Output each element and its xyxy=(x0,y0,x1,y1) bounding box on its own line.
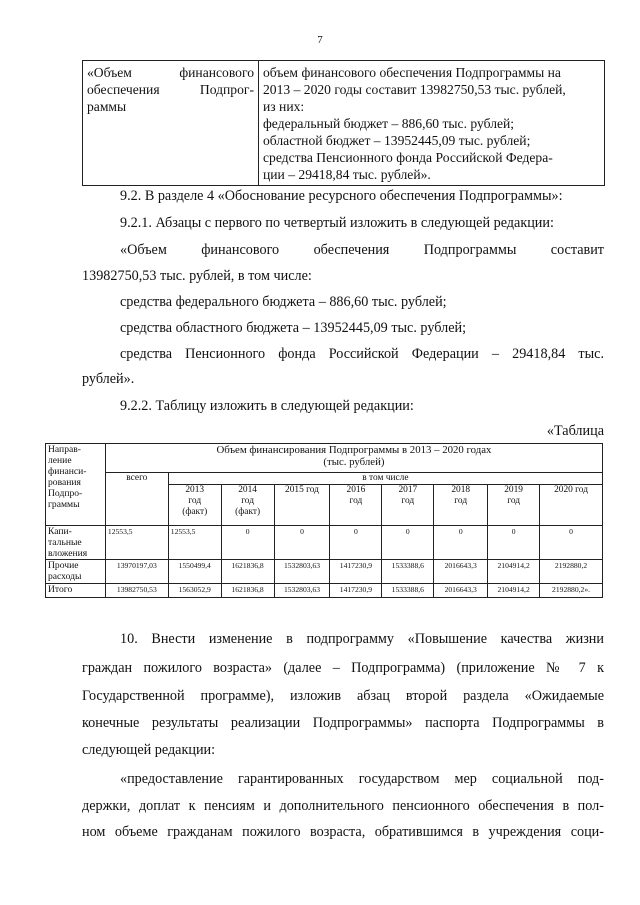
value-cell: 13970197,03 xyxy=(105,560,168,584)
section10-line: Государственной программе), изложив абзац второй раздела «Ожидаемые xyxy=(82,688,604,704)
value-cell: 0 xyxy=(274,526,330,560)
value-cell: 1533388,6 xyxy=(382,560,434,584)
paragraph-oblast: средства областного бюджета – 13952445,09 тыс. рублей; xyxy=(120,320,467,336)
value-cell: 0 xyxy=(540,526,603,560)
passport-value-line: 2013 – 2020 годы составит 13982750,53 тыс. рублей, xyxy=(263,82,566,97)
value-cell: 1550499,4 xyxy=(168,560,221,584)
value-cell: 12553,5 xyxy=(105,526,168,560)
corner-line: граммы xyxy=(48,499,80,510)
header-title-line: Объем финансирования Подпрограммы в 2013 – 2020 годах xyxy=(216,444,492,456)
passport-value-cell xyxy=(259,61,605,186)
value-cell: 1532803,63 xyxy=(274,560,330,584)
year-header: 2018 год xyxy=(434,485,488,526)
value-cell: 0 xyxy=(434,526,488,560)
value-cell: 0 xyxy=(382,526,434,560)
passport-table xyxy=(82,60,605,186)
section10-line: граждан пожилого возраста» (далее – Подпрограмма) (приложение № 7 к xyxy=(82,660,604,676)
corner-line: Подпро- xyxy=(48,488,83,499)
passport-label-line: «Объем финансового xyxy=(87,65,254,80)
value-cell: 0 xyxy=(221,526,274,560)
table-row xyxy=(46,584,603,598)
passport-label-line: раммы xyxy=(87,99,127,114)
value-cell: 0 xyxy=(488,526,540,560)
value-cell: 1621836,8 xyxy=(221,560,274,584)
value-cell: 13982750,53 xyxy=(105,584,168,598)
paragraph-obem-line2: 13982750,53 тыс. рублей, в том числе: xyxy=(82,268,312,284)
value-cell: 1621836,8 xyxy=(221,584,274,598)
passport-label-cell xyxy=(83,61,259,186)
year-header: 2014 год (факт) xyxy=(221,485,274,526)
passport-value-line: ции – 29418,84 тыс. рублей». xyxy=(263,167,431,182)
row-label: Капи- тальные вложения xyxy=(46,526,106,560)
corner-line: Направ- xyxy=(48,444,81,455)
value-cell: 2192880,2». xyxy=(540,584,603,598)
paragraph-pfr-line2: рублей». xyxy=(82,371,135,387)
page-number: 7 xyxy=(317,34,323,46)
year-header: 2015 год xyxy=(274,485,330,526)
passport-value-line: областной бюджет – 13952445,09 тыс. рублей; xyxy=(263,133,531,148)
paragraph-9-2: 9.2. В разделе 4 «Обоснование ресурсного обеспечения Подпрограммы»: xyxy=(120,188,563,204)
value-cell: 0 xyxy=(330,526,382,560)
passport-value-line: из них: xyxy=(263,99,305,114)
year-header: 2020 год xyxy=(540,485,603,526)
year-header: 2019 год xyxy=(488,485,540,526)
value-cell: 2016643,3 xyxy=(434,584,488,598)
table-caption: «Таблица xyxy=(546,423,604,439)
value-cell: 1532803,63 xyxy=(274,584,330,598)
table-row xyxy=(46,560,603,584)
table-row xyxy=(46,526,603,560)
value-cell: 1563052,9 xyxy=(168,584,221,598)
corner-line: ление xyxy=(48,455,72,466)
corner-line: рования xyxy=(48,477,81,488)
year-header: 2013 год (факт) xyxy=(168,485,221,526)
passport-value-line: объем финансового обеспечения Подпрограммы на xyxy=(263,65,561,80)
section10-line: 10. Внести изменение в подпрограмму «Повышение качества жизни xyxy=(120,631,604,647)
section10-line: следующей редакции: xyxy=(82,742,216,758)
financing-table xyxy=(45,443,603,598)
year-header: 2016 год xyxy=(330,485,382,526)
value-cell: 2016643,3 xyxy=(434,560,488,584)
incl-header: в том числе xyxy=(168,473,602,485)
value-cell: 2192880,2 xyxy=(540,560,603,584)
value-cell: 2104914,2 xyxy=(488,584,540,598)
value-cell: 12553,5 xyxy=(168,526,221,560)
total-column-header: всего xyxy=(105,473,168,526)
passport-value-line: средства Пенсионного фонда Российской Федера- xyxy=(263,150,553,165)
quote-line: держки, доплат к пенсиям и дополнительного пенсионного обеспечения в пол- xyxy=(82,798,604,814)
paragraph-9-2-1: 9.2.1. Абзацы с первого по четвертый изложить в следующей редакции: xyxy=(120,215,554,231)
value-cell: 1417230,9 xyxy=(330,560,382,584)
quote-line: «предоставление гарантированных государством мер социальной под- xyxy=(120,771,604,787)
row-label: Итого xyxy=(46,584,106,598)
paragraph-pfr-line1: средства Пенсионного фонда Российской Федерации – 29418,84 тыс. xyxy=(120,346,604,362)
passport-value-line: федеральный бюджет – 886,60 тыс. рублей; xyxy=(263,116,515,131)
value-cell: 1417230,9 xyxy=(330,584,382,598)
financing-corner-cell xyxy=(46,444,106,526)
paragraph-9-2-2: 9.2.2. Таблицу изложить в следующей редакции: xyxy=(120,398,414,414)
value-cell: 2104914,2 xyxy=(488,560,540,584)
row-label: Прочие расходы xyxy=(46,560,106,584)
header-title-line: (тыс. рублей) xyxy=(323,456,385,468)
corner-line: финанси- xyxy=(48,466,87,477)
financing-header-title xyxy=(105,444,602,473)
paragraph-obem-line1: «Объем финансового обеспечения Подпрограммы составит xyxy=(120,242,604,258)
section10-line: конечные результаты реализации Подпрограммы» паспорта Подпрограммы в xyxy=(82,715,604,731)
passport-label-line: обеспечения Подпрог- xyxy=(87,82,254,97)
paragraph-federal: средства федерального бюджета – 886,60 тыс. рублей; xyxy=(120,294,447,310)
value-cell: 1533388,6 xyxy=(382,584,434,598)
year-header: 2017 год xyxy=(382,485,434,526)
quote-line: ном объеме гражданам пожилого возраста, обратившимся в учреждения соци- xyxy=(82,824,604,840)
